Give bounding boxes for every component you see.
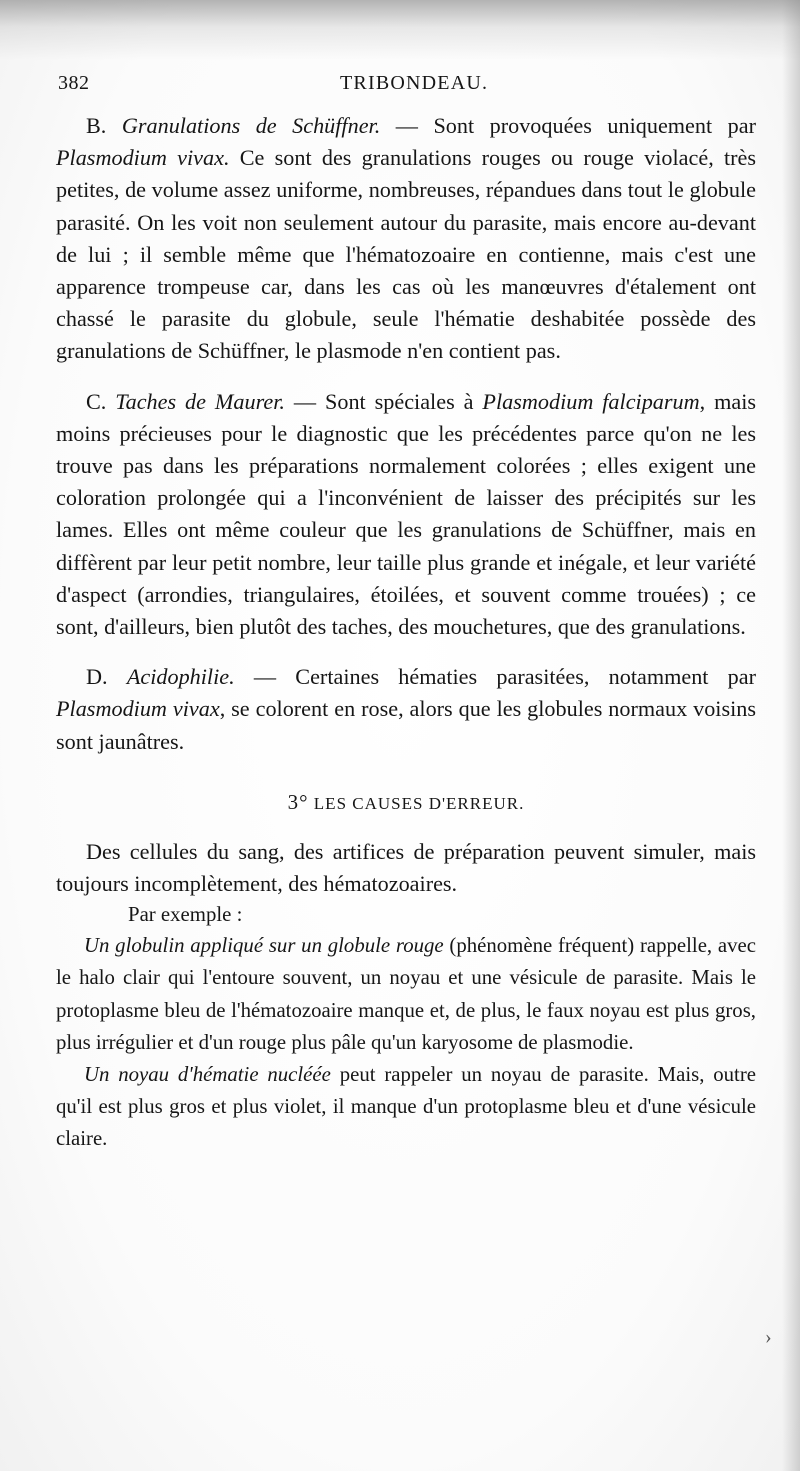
scan-right-edge (782, 0, 800, 1471)
example-label: Par exemple : (128, 903, 243, 927)
example-title: Un noyau d'hématie nucléée (84, 1063, 331, 1087)
page-number: 382 (58, 72, 90, 94)
section-number: 3° (287, 789, 309, 814)
paragraph-b (56, 110, 756, 368)
paragraph-title: Taches de Maurer. (115, 388, 285, 414)
paragraph-letter: D. (86, 664, 108, 690)
paragraph-letter: B. (86, 113, 107, 138)
section-title: LES CAUSES D'ERREUR. (313, 793, 525, 813)
paragraph-text: Ce sont des granulations rouges ou rouge violacé, très petites, de volume assez uniforme, nombreuses, répandues dans tout le globule parasité. On les voit non seulement autour du parasite, mais encore au-devant de lui ; il semble même que l'hématozoaire en contienne, mais c'est une apparence trompeuse car, dans les cas où les manœuvres d'étalement ont chassé le parasite du globule, seule l'hématie deshabitée possède des granulations de Schüffner, le plasmode n'en contient pas. (56, 145, 757, 364)
paragraph-text: , mais moins précieuses pour le diagnostic que les précédentes parce qu'on ne les trouve pas dans les préparations normalement colorées ; elles exigent une coloration prolongée qui a l'inconvénient de laisser des précipités sur les lames. Elles ont même couleur que les granulations de Schüffner, mais en diffèrent par leur petit nombre, leur taille plus grande et inégale, et leur variété d'aspect (arrondies, triangulaires, étoilées, et souvent comme trouées) ; ce sont, d'ailleurs, bien plutôt des taches, des mouchetures, que des granulations. (56, 388, 757, 640)
example-noyau (56, 1059, 756, 1156)
paragraph-text: — Sont provoquées uniquement par (380, 113, 756, 138)
margin-mark: › (765, 1326, 772, 1348)
running-head: TRIBONDEAU. (340, 72, 489, 94)
example-text: peut rappeler un noyau de parasite. Mais, outre qu'il est plus gros et plus violet, il manque d'un protoplasme bleu et d'une vésicule claire. (56, 1063, 756, 1151)
paragraph-text: — Sont spéciales à (284, 388, 483, 414)
scan-top-shadow (0, 0, 800, 60)
paragraph-c (56, 386, 756, 644)
paragraph-letter: C. (86, 388, 107, 414)
species-name: Plasmodium vivax. (56, 145, 230, 171)
intro-paragraph: Des cellules du sang, des artifices de préparation peuvent simuler, mais toujours incomplètement, des hématozoaires. (56, 838, 756, 897)
example-text: (phénomène fréquent) rappelle, avec le halo clair qui l'entoure souvent, un noyau et une vésicule de parasite. Mais le protoplasme bleu de l'hématozoaire manque et, de plus, le faux noyau est plus gros, plus irrégulier et d'un rouge plus pâle qu'un karyosome de plasmodie. (56, 934, 756, 1054)
paragraph-d (56, 661, 756, 758)
example-title: Un globulin appliqué sur un globule rouge (84, 934, 444, 958)
example-globulin (56, 930, 756, 1059)
page-header (58, 72, 758, 102)
section-heading (56, 788, 756, 818)
paragraph-title: Acidophilie. (126, 664, 235, 690)
species-name: Plasmodium falciparum (482, 388, 700, 414)
species-name: Plasmodium vivax (56, 696, 220, 722)
paragraph-text: , se colorent en rose, alors que les globules normaux voisins sont jaunâtres. (56, 696, 756, 754)
paragraph-title: Granulations de Schüffner. (121, 113, 381, 138)
paragraph-text: — Certaines hématies parasitées, notamment par (234, 664, 757, 690)
body-text (56, 110, 756, 1156)
